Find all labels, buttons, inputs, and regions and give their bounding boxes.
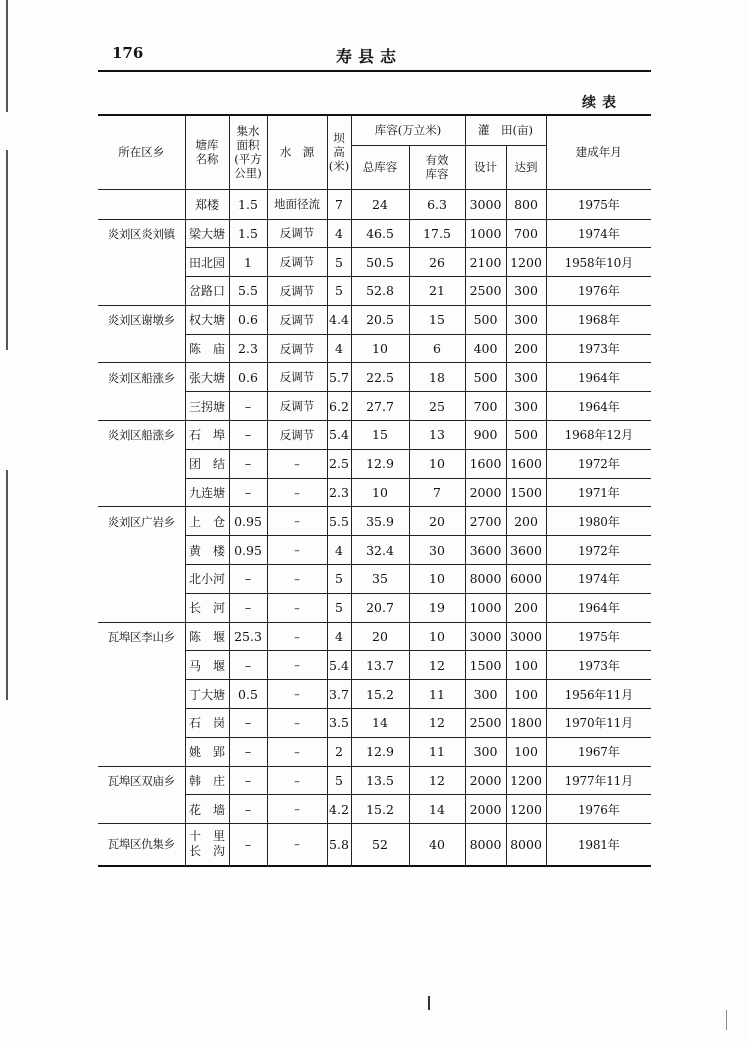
cell-name: 长 河 [185, 593, 229, 622]
cell-reached: 700 [506, 219, 546, 248]
cell-name: 十 里 长 沟 [185, 824, 229, 866]
table-row [98, 305, 651, 334]
cell-name: 权大塘 [185, 305, 229, 334]
cell-region: 炎刘区船涨乡 [98, 421, 185, 450]
cell-effective: 10 [409, 449, 465, 478]
cell-area: – [229, 651, 267, 680]
cell-effective: 10 [409, 565, 465, 594]
cell-name: 田北园 [185, 248, 229, 277]
cell-area: – [229, 795, 267, 824]
cell-design: 2000 [465, 478, 506, 507]
cell-built: 1980年 [546, 507, 651, 536]
cell-area: 0.95 [229, 536, 267, 565]
cell-region [98, 189, 185, 219]
cell-region [98, 737, 185, 766]
cell-total: 52.8 [351, 277, 409, 306]
cell-effective: 26 [409, 248, 465, 277]
cell-area: – [229, 766, 267, 795]
book-title: 寿县志 [336, 47, 403, 66]
cell-total: 20 [351, 622, 409, 651]
page-edge-mark [726, 1010, 727, 1030]
cell-region [98, 565, 185, 594]
cell-dam: 4 [327, 334, 351, 363]
cell-reached: 1500 [506, 478, 546, 507]
cell-effective: 17.5 [409, 219, 465, 248]
cell-region: 瓦埠区双庙乡 [98, 766, 185, 795]
table-row [98, 421, 651, 450]
col-reached-header: 达到 [506, 145, 546, 189]
table-row [98, 277, 651, 306]
cell-source: – [267, 651, 327, 680]
continuation-label: 续表 [582, 95, 622, 111]
cell-region [98, 593, 185, 622]
cell-reached: 500 [506, 421, 546, 450]
cell-built: 1972年 [546, 536, 651, 565]
cell-area: 1.5 [229, 189, 267, 219]
table-row [98, 219, 651, 248]
cell-source: – [267, 507, 327, 536]
cell-source: – [267, 824, 327, 866]
cell-total: 13.5 [351, 766, 409, 795]
cell-source: 反调节 [267, 334, 327, 363]
cell-area: – [229, 478, 267, 507]
cell-reached: 1800 [506, 709, 546, 738]
cell-total: 52 [351, 824, 409, 866]
cell-built: 1973年 [546, 651, 651, 680]
cell-design: 1500 [465, 651, 506, 680]
cell-area: 0.95 [229, 507, 267, 536]
col-built-header: 建成年月 [546, 115, 651, 189]
cell-design: 2000 [465, 795, 506, 824]
cell-total: 35.9 [351, 507, 409, 536]
cell-reached: 100 [506, 651, 546, 680]
cell-dam: 5.4 [327, 421, 351, 450]
cell-source: – [267, 680, 327, 709]
cell-built: 1968年 [546, 305, 651, 334]
cell-source: 反调节 [267, 392, 327, 421]
cell-dam: 4 [327, 622, 351, 651]
cell-area: 5.5 [229, 277, 267, 306]
cell-name: 姚 郢 [185, 737, 229, 766]
cell-built: 1958年10月 [546, 248, 651, 277]
cell-dam: 5.7 [327, 363, 351, 392]
cell-source: – [267, 622, 327, 651]
cell-dam: 4.2 [327, 795, 351, 824]
cell-region [98, 334, 185, 363]
cell-design: 900 [465, 421, 506, 450]
cell-design: 1000 [465, 219, 506, 248]
cell-region [98, 680, 185, 709]
cell-name: 梁大塘 [185, 219, 229, 248]
table-row [98, 536, 651, 565]
cell-built: 1974年 [546, 219, 651, 248]
cell-built: 1956年11月 [546, 680, 651, 709]
table-row [98, 795, 651, 824]
cell-effective: 11 [409, 737, 465, 766]
table-row [98, 189, 651, 219]
cell-dam: 5 [327, 593, 351, 622]
cell-area: 1 [229, 248, 267, 277]
cell-reached: 800 [506, 189, 546, 219]
cell-region [98, 478, 185, 507]
cell-design: 3000 [465, 622, 506, 651]
cell-total: 15.2 [351, 795, 409, 824]
cell-reached: 100 [506, 680, 546, 709]
cell-reached: 300 [506, 305, 546, 334]
cell-dam: 2.5 [327, 449, 351, 478]
cell-effective: 7 [409, 478, 465, 507]
cell-name: 韩 庄 [185, 766, 229, 795]
cell-total: 20.7 [351, 593, 409, 622]
cell-region: 瓦埠区仇集乡 [98, 824, 185, 866]
cell-area: – [229, 737, 267, 766]
cell-name: 张大塘 [185, 363, 229, 392]
cell-reached: 8000 [506, 824, 546, 866]
cell-total: 46.5 [351, 219, 409, 248]
cell-source: 地面径流 [267, 189, 327, 219]
cell-name: 北小河 [185, 565, 229, 594]
cell-name: 三拐塘 [185, 392, 229, 421]
cell-source: – [267, 593, 327, 622]
cell-name: 陈 堰 [185, 622, 229, 651]
cell-region [98, 277, 185, 306]
table-row [98, 248, 651, 277]
cell-reached: 300 [506, 363, 546, 392]
cell-region [98, 248, 185, 277]
cell-reached: 3000 [506, 622, 546, 651]
table-row [98, 709, 651, 738]
cell-built: 1967年 [546, 737, 651, 766]
cell-effective: 6 [409, 334, 465, 363]
cell-dam: 7 [327, 189, 351, 219]
cell-total: 24 [351, 189, 409, 219]
cell-dam: 2.3 [327, 478, 351, 507]
cell-design: 2100 [465, 248, 506, 277]
cell-name: 丁大塘 [185, 680, 229, 709]
cell-reached: 200 [506, 507, 546, 536]
cell-region: 炎刘区广岩乡 [98, 507, 185, 536]
table-row [98, 766, 651, 795]
cell-region [98, 795, 185, 824]
table-row [98, 824, 651, 866]
cell-built: 1964年 [546, 363, 651, 392]
cell-source: – [267, 449, 327, 478]
cell-built: 1976年 [546, 277, 651, 306]
cell-name: 马 堰 [185, 651, 229, 680]
cell-built: 1972年 [546, 449, 651, 478]
cell-total: 27.7 [351, 392, 409, 421]
cell-dam: 5 [327, 565, 351, 594]
cell-total: 22.5 [351, 363, 409, 392]
cell-design: 8000 [465, 565, 506, 594]
cell-name: 石 埠 [185, 421, 229, 450]
table-row [98, 392, 651, 421]
cell-design: 1600 [465, 449, 506, 478]
cell-reached: 200 [506, 334, 546, 363]
cell-design: 2500 [465, 709, 506, 738]
cell-name: 郑楼 [185, 189, 229, 219]
cell-effective: 21 [409, 277, 465, 306]
cell-name: 岔路口 [185, 277, 229, 306]
cell-source: – [267, 795, 327, 824]
cell-region [98, 449, 185, 478]
page-edge-mark [6, 0, 8, 112]
cell-source: 反调节 [267, 277, 327, 306]
col-source-header: 水 源 [267, 115, 327, 189]
cell-effective: 11 [409, 680, 465, 709]
cell-total: 15.2 [351, 680, 409, 709]
col-catchment-header: 集水 面积 (平方 公里) [229, 115, 267, 189]
cell-dam: 5.8 [327, 824, 351, 866]
page-edge-mark [6, 470, 8, 700]
cell-design: 300 [465, 737, 506, 766]
cell-area: 0.6 [229, 363, 267, 392]
table-row [98, 565, 651, 594]
cell-reached: 3600 [506, 536, 546, 565]
cell-total: 20.5 [351, 305, 409, 334]
col-name-header: 塘库 名称 [185, 115, 229, 189]
cell-name: 花 墙 [185, 795, 229, 824]
cell-reached: 1200 [506, 248, 546, 277]
cell-area: – [229, 565, 267, 594]
cell-area: – [229, 593, 267, 622]
cell-effective: 30 [409, 536, 465, 565]
table-row [98, 622, 651, 651]
cell-area: – [229, 421, 267, 450]
cell-region: 炎刘区谢墩乡 [98, 305, 185, 334]
cell-total: 14 [351, 709, 409, 738]
cell-region [98, 709, 185, 738]
cell-built: 1975年 [546, 622, 651, 651]
cell-name: 石 岗 [185, 709, 229, 738]
cell-design: 2700 [465, 507, 506, 536]
cell-source: – [267, 478, 327, 507]
col-capacity-group-header: 库容(万立米) [351, 115, 465, 145]
cell-total: 32.4 [351, 536, 409, 565]
cell-total: 10 [351, 334, 409, 363]
cell-name: 团 结 [185, 449, 229, 478]
table-row [98, 680, 651, 709]
cell-region: 炎刘区炎刘镇 [98, 219, 185, 248]
cell-name: 陈 庙 [185, 334, 229, 363]
col-total-header: 总库容 [351, 145, 409, 189]
cell-dam: 6.2 [327, 392, 351, 421]
page-edge-mark [6, 150, 8, 350]
cell-total: 50.5 [351, 248, 409, 277]
cell-built: 1981年 [546, 824, 651, 866]
cell-dam: 2 [327, 737, 351, 766]
cell-effective: 20 [409, 507, 465, 536]
cell-design: 2500 [465, 277, 506, 306]
cell-design: 300 [465, 680, 506, 709]
cell-area: – [229, 392, 267, 421]
cell-effective: 19 [409, 593, 465, 622]
cell-area: 2.3 [229, 334, 267, 363]
cell-area: – [229, 449, 267, 478]
col-design-header: 设计 [465, 145, 506, 189]
cell-built: 1975年 [546, 189, 651, 219]
cell-reached: 300 [506, 277, 546, 306]
cell-reached: 200 [506, 593, 546, 622]
cell-built: 1974年 [546, 565, 651, 594]
cell-dam: 3.5 [327, 709, 351, 738]
cell-region [98, 651, 185, 680]
cell-area: 25.3 [229, 622, 267, 651]
cell-effective: 10 [409, 622, 465, 651]
col-irrigation-group-header: 灌 田(亩) [465, 115, 546, 145]
cell-dam: 5 [327, 248, 351, 277]
cell-region: 炎刘区船涨乡 [98, 363, 185, 392]
cell-region: 瓦埠区李山乡 [98, 622, 185, 651]
cell-reached: 300 [506, 392, 546, 421]
cell-source: 反调节 [267, 248, 327, 277]
table-row [98, 593, 651, 622]
cell-dam: 3.7 [327, 680, 351, 709]
cell-built: 1968年12月 [546, 421, 651, 450]
table-row [98, 651, 651, 680]
cell-effective: 25 [409, 392, 465, 421]
cell-design: 500 [465, 305, 506, 334]
cell-area: 0.6 [229, 305, 267, 334]
cell-effective: 15 [409, 305, 465, 334]
cell-design: 8000 [465, 824, 506, 866]
cell-effective: 12 [409, 651, 465, 680]
cell-source: – [267, 709, 327, 738]
cell-total: 12.9 [351, 449, 409, 478]
cell-built: 1964年 [546, 593, 651, 622]
cell-source: 反调节 [267, 421, 327, 450]
cell-name: 上 仓 [185, 507, 229, 536]
header-rule [98, 70, 651, 72]
cell-reached: 1600 [506, 449, 546, 478]
cell-name: 黄 楼 [185, 536, 229, 565]
cell-source: – [267, 766, 327, 795]
table-row [98, 478, 651, 507]
page-number: 176 [112, 44, 144, 62]
cell-effective: 12 [409, 766, 465, 795]
cell-dam: 5 [327, 277, 351, 306]
cell-design: 2000 [465, 766, 506, 795]
cell-dam: 4.4 [327, 305, 351, 334]
cell-dam: 4 [327, 536, 351, 565]
cell-dam: 4 [327, 219, 351, 248]
cell-reached: 1200 [506, 795, 546, 824]
cell-source: 反调节 [267, 305, 327, 334]
cell-effective: 12 [409, 709, 465, 738]
table-row [98, 363, 651, 392]
cell-built: 1964年 [546, 392, 651, 421]
cell-effective: 40 [409, 824, 465, 866]
cell-region [98, 392, 185, 421]
cell-source: – [267, 565, 327, 594]
cell-area: 0.5 [229, 680, 267, 709]
cell-total: 13.7 [351, 651, 409, 680]
cell-reached: 100 [506, 737, 546, 766]
cell-effective: 14 [409, 795, 465, 824]
cell-design: 700 [465, 392, 506, 421]
cell-effective: 13 [409, 421, 465, 450]
cell-built: 1971年 [546, 478, 651, 507]
cell-total: 12.9 [351, 737, 409, 766]
cell-source: – [267, 737, 327, 766]
cell-area: – [229, 824, 267, 866]
cell-effective: 6.3 [409, 189, 465, 219]
cell-source: – [267, 536, 327, 565]
cell-effective: 18 [409, 363, 465, 392]
cell-built: 1970年11月 [546, 709, 651, 738]
cell-total: 35 [351, 565, 409, 594]
cell-dam: 5.4 [327, 651, 351, 680]
cell-region [98, 536, 185, 565]
table-row [98, 449, 651, 478]
scan-artifact [428, 996, 430, 1010]
cell-design: 3600 [465, 536, 506, 565]
cell-source: 反调节 [267, 363, 327, 392]
col-effective-header: 有效 库容 [409, 145, 465, 189]
cell-reached: 6000 [506, 565, 546, 594]
table-row [98, 737, 651, 766]
cell-design: 3000 [465, 189, 506, 219]
cell-area: – [229, 709, 267, 738]
cell-total: 15 [351, 421, 409, 450]
cell-design: 500 [465, 363, 506, 392]
cell-built: 1973年 [546, 334, 651, 363]
cell-built: 1976年 [546, 795, 651, 824]
cell-design: 400 [465, 334, 506, 363]
cell-area: 1.5 [229, 219, 267, 248]
reservoir-table [98, 114, 651, 867]
cell-built: 1977年11月 [546, 766, 651, 795]
cell-total: 10 [351, 478, 409, 507]
col-dam-header: 坝 高 (米) [327, 115, 351, 189]
cell-dam: 5 [327, 766, 351, 795]
col-region-header: 所在区乡 [98, 115, 185, 189]
cell-reached: 1200 [506, 766, 546, 795]
table-row [98, 334, 651, 363]
table-row [98, 507, 651, 536]
cell-design: 1000 [465, 593, 506, 622]
cell-source: 反调节 [267, 219, 327, 248]
cell-name: 九连塘 [185, 478, 229, 507]
cell-dam: 5.5 [327, 507, 351, 536]
